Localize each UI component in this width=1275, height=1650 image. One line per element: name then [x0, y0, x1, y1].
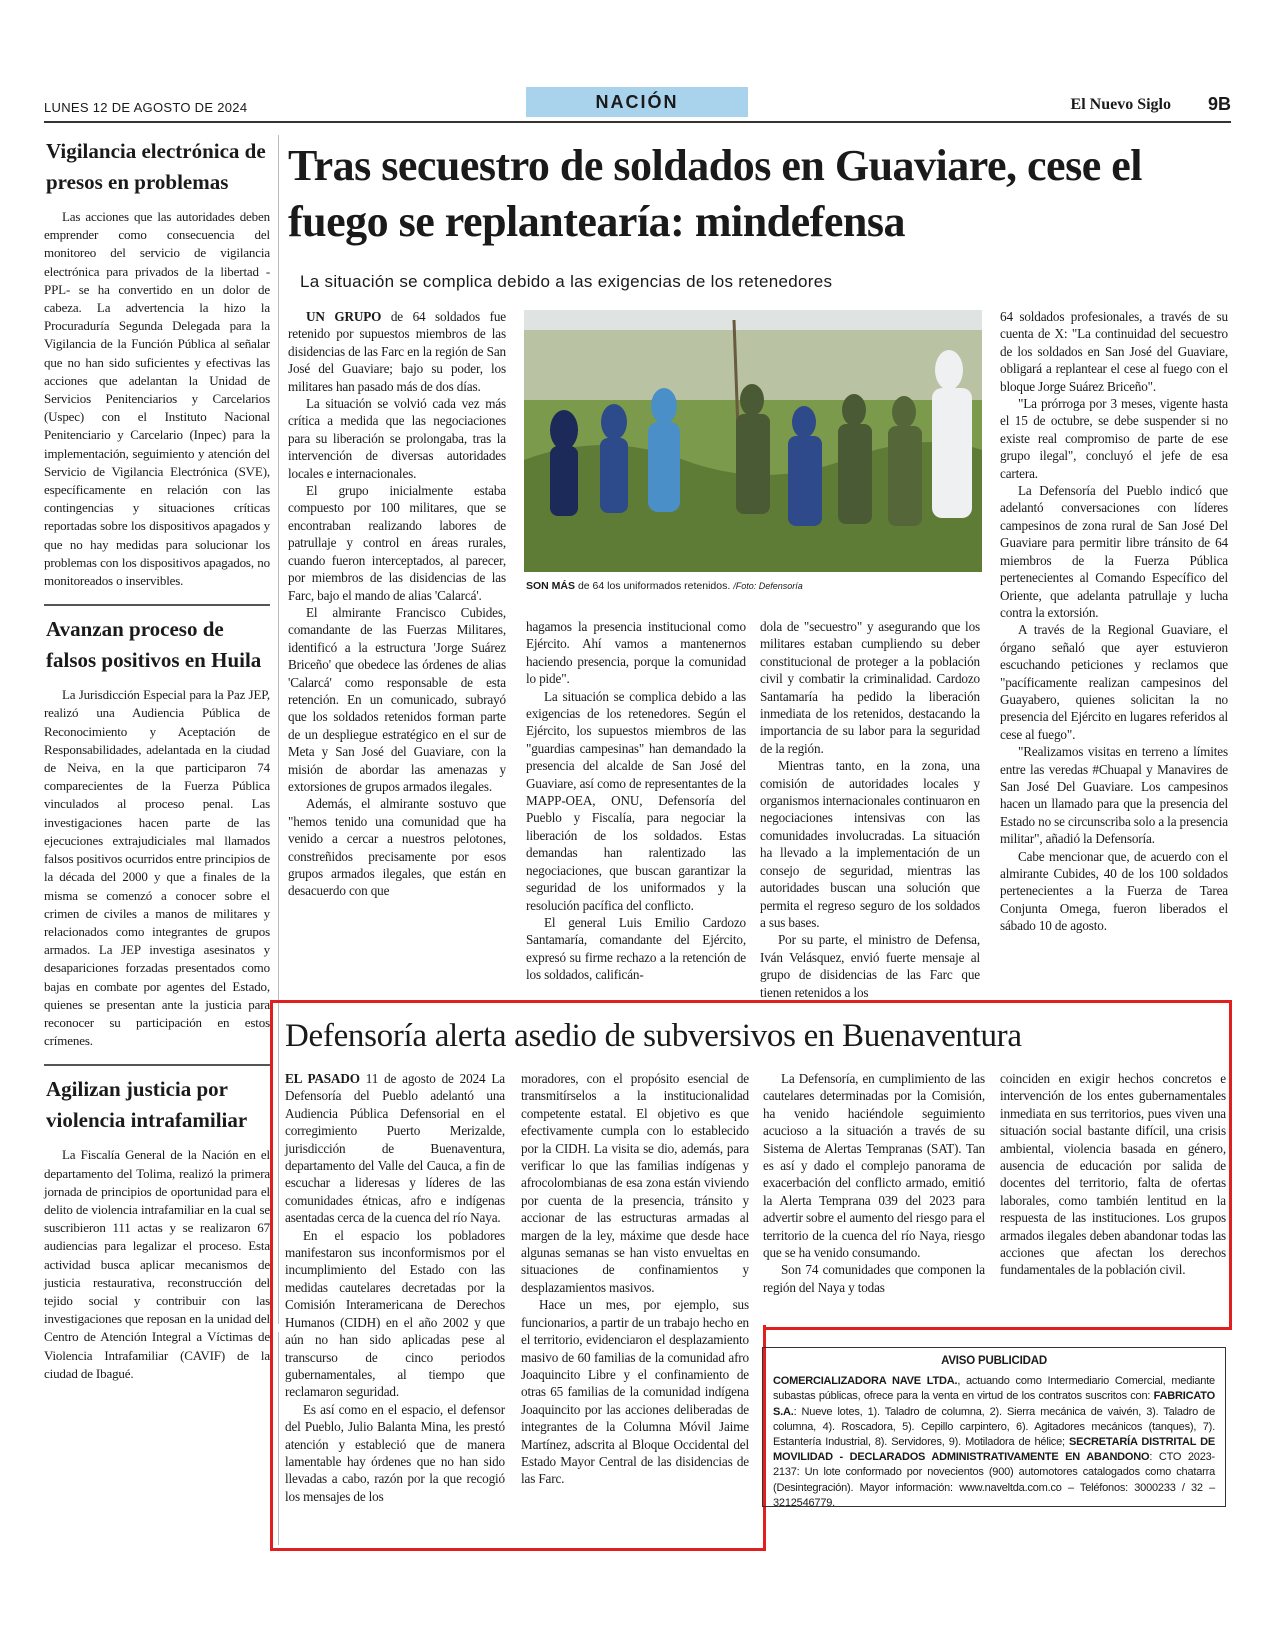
paragraph: 64 soldados profesionales, a través de su cuenta de X: "La continuidad del secuestro de los soldados en San José del Guaviare, obligará a replantear el cese al fuego con el bloque Jorge Suárez Briceño". [1000, 309, 1228, 394]
sidebar-divider [44, 1064, 270, 1066]
paragraph: moradores, con el propósito esencial de transmitírselos a la institucionalidad competente estatal. El objetivo es que efectivamente cumpla con lo establecido por la CIDH. La visita se dio, además, para verificar lo que las familias indígenas y afrocolombianas de esa zona están viviendo por cuenta de la presencia, tránsito y accionar de las estructuras armadas al margen de la ley, máxime que desde hace algunas semanas se han visto envueltas en situaciones de confinamientos y desplazamientos masivos. [521, 1071, 749, 1295]
issue-date: LUNES 12 DE AGOSTO DE 2024 [44, 100, 248, 115]
main-column-4 [1000, 308, 1228, 988]
photo-caption [526, 580, 982, 592]
paragraph: La Defensoría, en cumplimiento de las cautelares determinadas por la Comisión, ha venido haciéndole seguimiento acucioso a la situación a través de su Sistema de Alertas Tempranas (SAT). Tan es así y dado el complejo panorama de exacerbación del conflicto armado, emitió la Alerta Temprana 039 del 2023 para advertir sobre el aumento del riesgo para el territorio de la cuenca del río Naya, riesgo que se ha venido consumando. [763, 1071, 985, 1261]
paragraph: Hace un mes, por ejemplo, sus funcionarios, a partir de un trabajo hecho en el territorio, evidenciaron el desplazamiento masivo de 60 familias de la comunidad afro Joaquincito Libre y el confinamiento de otras 65 familias de la comunidad indígena Joaquincito por las acciones deliberadas de integrantes de la Columna Móvil Jaime Martínez, adscrita al Bloque Occidental del Estado Mayor Central de las disidencias de las Farc. [521, 1297, 749, 1487]
header-rule [44, 121, 1231, 123]
sidebar-divider [44, 604, 270, 606]
paragraph: La Defensoría del Pueblo indicó que adelantó conversaciones con líderes campesinos de zona rural de San José Del Guaviare para permitir libre tránsito de 64 miembros de la Fuerza Pública pertenecientes al Comando Específico del Oriente, que adelanta patrullaje y lucha contra la extorsión. [1000, 483, 1228, 620]
section-tag: NACIÓN [526, 87, 748, 117]
ad-title: AVISO PUBLICIDAD [941, 1355, 1047, 1367]
ad-text: : CTO 2023-2137: Un lote conformado por novecientos (900) automotores catalogados como chatarra (Desintegración). Mayor información: www.naveltda.com.co – Teléfonos: 3000233 / 32 – 3212546779. [773, 1451, 1215, 1509]
photo-credit: /Foto: Defensoría [733, 581, 803, 591]
paragraph: Es así como en el espacio, el defensor del Pueblo, Julio Balanta Mina, les prestó atención y estableció que de manera lamentable hay órdenes que no han sido llevadas a cabo, razón por la que recogió los mensajes de los [285, 1401, 505, 1504]
paragraph: Además, el almirante sostuvo que "hemos tenido una comunidad que ha venido a cercar a nuestros pelotones, constreñidos precisamente por esos grupos armados ilegales, que están en desacuerdo con que [288, 796, 506, 899]
sidebar-article-title: Avanzan proceso de falsos positivos en Huila [46, 617, 262, 673]
paragraph: El grupo inicialmente estaba compuesto por 100 militares, que se encontraban realizando labores de patrullaje y control en áreas rurales, cuando fueron interceptados, al parecer, por miembros de las disidencias de las Farc, bajo el mando de alias 'Calarcá'. [288, 483, 506, 603]
lead-in: EL PASADO [285, 1071, 360, 1086]
page-number: 9B [1207, 94, 1231, 114]
sidebar-article-body: La Fiscalía General de la Nación en el departamento del Tolima, realizó la primera jornada de principios de oportunidad para el delito de violencia intrafamiliar en la cual se suscribieron 111 actas y se realizaron 67 audiencias para legalizar el proceso. Esta actividad busca aplicar mecanismos de justicia restaurativa, reconstrucción del tejido social y contribuir con las investigaciones que reposan en la unidad del Centro de Atención Integral a Víctimas de Violencia Intrafamiliar (CAVIF) de la ciudad de Ibagué. [44, 1147, 270, 1381]
main-column-1 [288, 308, 506, 988]
paragraph: Mientras tanto, en la zona, una comisión de autoridades locales y organismos internacionales continuaron en negociaciones intensivas con las comunidades involucradas. La situación ha llevado a la implementación de un consejo de seguridad, mientras las autoridades buscan una solución que permita el regreso seguro de los soldados a sus bases. [760, 758, 980, 930]
sidebar-article-title: Vigilancia electrónica de presos en problemas [46, 139, 266, 194]
paragraph: El almirante Francisco Cubides, comandante de las Fuerzas Militares, identificó a la estructura 'Jorge Suárez Briceño' que obedece las órdenes de alias 'Calarcá' como responsable de esta retención. En un comunicado, subrayó que los soldados retenidos forman parte de un despliegue estratégico en el sur de Meta y San José del Guaviare, con la misión de abordar las amenazas y extorsiones de grupos armados ilegales. [288, 604, 506, 794]
paragraph: "La prórroga por 3 meses, vigente hasta el 15 de octubre, se debe suspender si no existe real compromiso de parte de ese grupo ilegal", concluyó el jefe de esa cartera. [1000, 396, 1228, 481]
paragraph: Cabe mencionar que, de acuerdo con el almirante Cubides, 40 de los 100 soldados pertenecientes a la Fuerza de Tarea Conjunta Omega, fueron liberados el sábado 10 de agosto. [1000, 848, 1228, 934]
paragraph: A través de la Regional Guaviare, el órgano señaló que ayer estuvieron escuchando peticiones y reclamos que "pacíficamente realizan campesinos del Guayabero, quienes solicitan la no presencia del Ejército en lugares referidos al cese al fuego". [1000, 622, 1228, 742]
paragraph: Son 74 comunidades que componen la región del Naya y todas [763, 1262, 985, 1295]
paragraph: hagamos la presencia institucional como Ejército. Ahí vamos a mantenernos haciendo presencia, porque la comunidad lo pide". [526, 619, 746, 687]
secondary-column-2 [521, 1070, 749, 1538]
advertisement-box [762, 1347, 1226, 1507]
sidebar-article-3 [44, 1074, 270, 1383]
secondary-column-3 [763, 1070, 985, 1315]
ad-body [773, 1374, 1215, 1511]
sidebar [44, 132, 270, 1554]
main-subhead: La situación se complica debido a las exigencias de los retenedores [300, 272, 833, 291]
secondary-headline: Defensoría alerta asedio de subversivos en Buenaventura [285, 1018, 1022, 1054]
paragraph: dola de "secuestro" y asegurando que los militares estaban cumpliendo su deber constitucional de proteger a la población civil y combatir la criminalidad. Cardozo Santamaría ha pedido la liberación inmediata de los retenidos, destacando la importancia de su labor para la seguridad de la región. [760, 619, 980, 756]
sidebar-article-body: La Jurisdicción Especial para la Paz JEP, realizó una Audiencia Pública de Reconocimiento y Aceptación de Responsabilidades, adelantada en la ciudad de Neiva, en la que participaron 74 comparecientes de la Fuerza Pública vinculados al proceso penal. Las investigaciones hacen parte de las ejecuciones extrajudiciales mal llamados falsos positivos ocurridos entre principios de la década del 2000 y que a finales de la misma se comenzó a conocer sobre el crimen de civiles a manos de militares y relacionados como integrantes de grupos armados. La JEP investiga asesinatos y desapariciones forzadas presentados como bajas en combate por agentes del Estado, quienes se presentan ante la justicia para reconocer su participación en estos crímenes. [44, 687, 270, 1049]
paragraph: de 64 soldados fue retenido por supuestos miembros de las disidencias de las Farc en la región de San José del Guaviare; bajo su poder, los militares han pasado más de dos días. [288, 309, 506, 394]
caption-lead: SON MÁS [526, 580, 576, 592]
paragraph: El general Luis Emilio Cardozo Santamaría, comandante del Ejército, expresó su firme rechazo a la retención de los soldados, calificán- [526, 914, 746, 983]
paragraph: La situación se volvió cada vez más crítica a medida que las negociaciones para su liberación se prolongaba, tras la intervención de diversas autoridades locales e internacionales. [288, 396, 506, 481]
ad-company: COMERCIALIZADORA NAVE LTDA. [773, 1375, 958, 1388]
ad-client: SECRETARÍA DISTRITAL DE MOVILIDAD - DECLARADOS ADMINISTRATIVAMENTE EN ABANDONO [773, 1436, 1216, 1464]
paragraph: 11 de agosto de 2024 La Defensoría del Pueblo adelantó una Audiencia Pública Defensorial en el corregimiento Puerto Merizalde, jurisdicción de Buenaventura, departamento del Valle del Cauca, a fin de escuchar a lideresas y líderes de las comunidades étnicas, afro e indígenas asentadas cerca de la cuenca del río Naya. [285, 1071, 505, 1226]
sidebar-article-1 [44, 136, 270, 590]
paragraph: "Realizamos visitas en terreno a límites entre las veredas #Chuapal y Manavires de San José Del Guaviare. Los campesinos hacen un llamado para que la presencia del Estado no se circunscriba solo a la presencia militar", añadió la Defensoría. [1000, 744, 1228, 847]
main-headline: Tras secuestro de soldados en Guaviare, cese el fuego se replantearía: mindefensa [288, 141, 1142, 246]
caption-text: de 64 los uniformados retenidos. [577, 580, 731, 592]
sidebar-article-2 [44, 614, 270, 1050]
lead-in: UN GRUPO [306, 309, 382, 324]
sidebar-article-body: Las acciones que las autoridades deben emprender como consecuencia del monitoreo del servicio de vigilancia electrónica para privados de la libertad -PPL- se ha convertido en un dolor de cabeza. La advertencia la hizo la Procuraduría Segunda Delegada para la Vigilancia de la Función Pública al señalar que no han sido suficientes y efectivas las acciones que adelantan la Unidad de Servicios Penitenciarios y Carcelarios (Uspec) con el Instituto Nacional Penitenciario y Carcelario (Inpec) para la implementación, seguimiento y atención del Servicio de Vigilancia Electrónica (SVE), específicamente en relación con las contingencias y situaciones críticas reportadas sobre los dispositivos apagados y que no hay medidas para solucionar los problemas con los dispositivos apagados, no monitoreados o inservibles. [44, 209, 270, 589]
masthead-logo: El Nuevo Siglo [1070, 96, 1171, 113]
secondary-column-1 [285, 1070, 505, 1538]
paragraph: coinciden en exigir hechos concretos e intervención de los entes gubernamentales inmediata en sus territorios, pues viven una situación social bastante difícil, una crisis ambiental, violencia basada en género, ausencia de educación por salida de docentes del territorio, falta de ofertas laborales, como también lentitud en la respuesta de las instituciones. Los grupos armados ilegales deben abandonar todas las acciones que afectan los derechos fundamentales de la población civil. [1000, 1071, 1226, 1278]
news-photo [524, 310, 982, 572]
ad-text: : Nueve lotes, 1). Taladro de columna, 2). Sierra mecánica de vaivén, 3). Taladro de columna, 4). Roscadora, 5). Cepillo carpintero, 6). Agitadores mecánicos (tanques), 7). Estantería Industrial, 8). Servidores, 9). Motiladora de hélice; [773, 1405, 1215, 1449]
paragraph: Por su parte, el ministro de Defensa, Iván Velásquez, envió fuerte mensaje al grupo de disidencias de las Farc que tienen retenidos a los [760, 932, 980, 1000]
paragraph: En el espacio los pobladores manifestaron sus inconformismos por el incumplimiento del Estado con las medidas cautelares decretadas por la Comisión Interamericana de Derechos Humanos (CIDH) en el año 2002 y que aún no han sido aplicadas pese al transcurso de cinco periodos gubernamentales, al tiempo que reclamaron seguridad. [285, 1227, 505, 1400]
main-column-3 [760, 618, 980, 1000]
paragraph: La situación se complica debido a las exigencias de los retenedores. Según el Ejército, los supuestos miembros de las "guardias campesinas" han demandado la presencia del alcalde de San José del Guaviare, así como de representantes de la MAPP-OEA, ONU, Defensoría del Pueblo y Fiscalía, para negociar la liberación de los soldados. Estas demandas han ralentizado las negociaciones, que buscan garantizar la seguridad de los uniformados y la resolución pacífica del conflicto. [526, 688, 746, 913]
ad-text: , actuando como Intermediario Comercial, mediante subastas públicas, ofrece para la venta en virtud de los contratos suscritos con: [773, 1375, 1215, 1403]
secondary-column-4 [1000, 1070, 1226, 1315]
sidebar-article-title: Agilizan justicia por violencia intrafamiliar [46, 1077, 248, 1133]
main-column-2 [526, 618, 746, 988]
ad-client: FABRICATO S.A. [773, 1390, 1215, 1418]
